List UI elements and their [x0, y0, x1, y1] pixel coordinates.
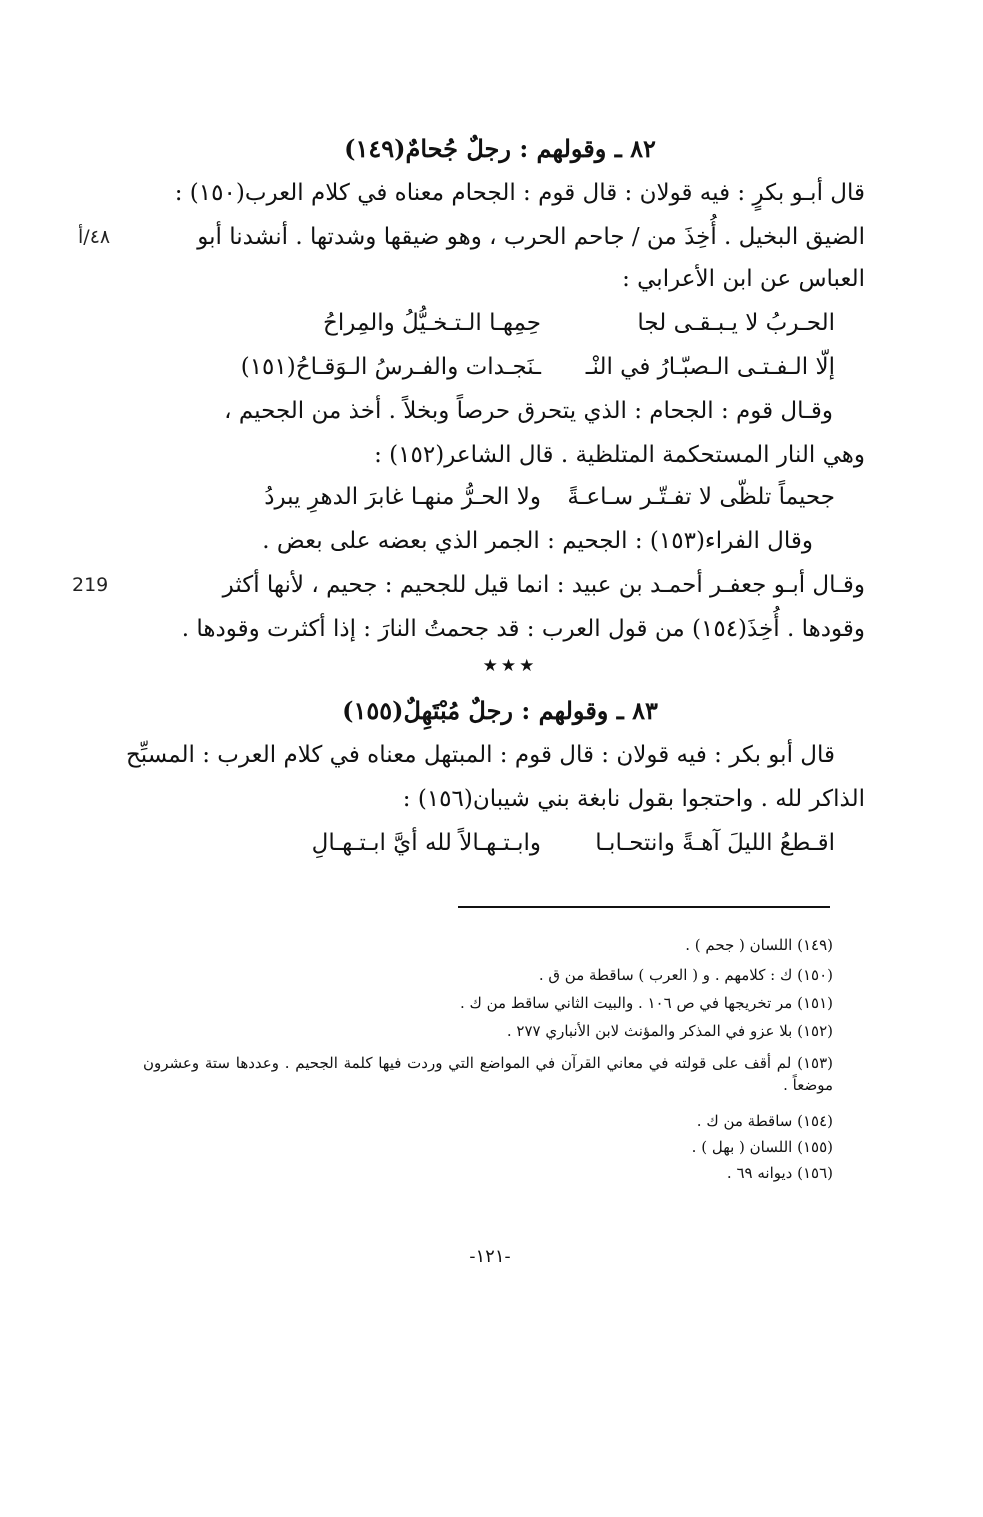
verse-1-hemistich-right: الحـربُ لا يـبـقـى لجا: [637, 310, 835, 336]
page-reference-marker: 219: [72, 574, 109, 596]
body-line: قال أبو بكر : فيه قولان : قال قوم : المبتهل معناه في كلام العرب : المسبِّح: [125, 742, 835, 768]
body-line: الضيق البخيل . أُخِذَ من / جاحم الحرب ، وهو ضيقها وشدتها . أنشدنا أبو: [197, 224, 865, 250]
body-line: قال أبـو بكرٍ : فيه قولان : قال قوم : الجحام معناه في كلام العرب(١٥٠) :: [174, 180, 865, 206]
verse-3-hemistich-right: جحيماً تلظّى لا تفـتّـر سـاعـةً: [567, 484, 835, 510]
verse-3-hemistich-left: ولا الحـرُّ منهـا غابرَ الدهرِ يبردُ: [264, 484, 541, 510]
page-number: -١٢١-: [469, 1246, 511, 1267]
footnote: (١٥٣) لم أقف على قولته في معاني القرآن في المواضع التي وردت فيها كلمة الجحيم . وعددها ستة وعشرون موضعاً .: [143, 1054, 833, 1094]
footnote: (١٤٩) اللسان ( جحم ) .: [685, 936, 833, 954]
footnote: (١٥٥) اللسان ( بهل ) .: [691, 1138, 833, 1156]
footnote: (١٥٠) ك : كلامهم . و ( العرب ) ساقطة من ق .: [538, 966, 833, 984]
section-82-heading: ٨٢ ـ وقولهم : رجلٌ جُحامٌ(١٤٩): [344, 134, 656, 163]
section-separator: ★★★: [482, 656, 538, 676]
body-line: وقودها . أُخِذَ(١٥٤) من قول العرب : قد جحمتُ النارَ : إذا أكثرت وقودها .: [181, 616, 865, 642]
verse-2-hemistich-right: إلّا الـفـتـى الـصبّـارُ في النْـ: [585, 354, 835, 380]
body-line: وقـال قوم : الجحام : الذي يتحرق حرصاً وبخلاً . أخذ من الجحيم ،: [224, 398, 833, 424]
body-line: الذاكر لله . واحتجوا بقول نابغة بني شيبان(١٥٦) :: [402, 786, 865, 812]
folio-marker: ٤٨/أ: [78, 226, 111, 248]
verse-4-hemistich-left: وابـتـهـالاً لله أيَّ ابـتـهـالِ: [311, 830, 541, 856]
verse-4-hemistich-right: اقـطعُ الليلَ آهـةً وانتحـابـا: [595, 830, 835, 856]
footnote: (١٥٤) ساقطة من ك .: [696, 1112, 833, 1130]
footnote: (١٥٢) بلا عزو في المذكر والمؤنث لابن الأنباري ٢٧٧ .: [506, 1022, 833, 1040]
body-line: العباس عن ابن الأعرابي :: [622, 266, 865, 292]
footnote-divider: [458, 906, 830, 908]
body-line: وقال الفراء(١٥٣) : الجحيم : الجمر الذي بعضه على بعض .: [262, 528, 813, 554]
body-line: وهي النار المستحكمة المتلظية . قال الشاعر(١٥٢) :: [374, 442, 865, 468]
footnote: (١٥٦) ديوانه ٦٩ .: [726, 1164, 833, 1182]
footnote: (١٥١) مر تخريجها في ص ١٠٦ . والبيت الثاني ساقط من ك .: [459, 994, 833, 1012]
section-83-heading: ٨٣ ـ وقولهم : رجلٌ مُبْتَهِلٌ(١٥٥): [342, 696, 658, 725]
verse-2-hemistich-left: ـنَجـدات والفـرسُ الـوَقـاحُ(١٥١): [240, 354, 541, 380]
verse-1-hemistich-left: حِمِهـا الـتـخـيُّلُ والمِراحُ: [323, 310, 541, 336]
body-line: وقـال أبـو جعفـر أحمـد بن عبيد : انما قيل للجحيم : جحيم ، لأنها أكثر: [222, 572, 865, 598]
